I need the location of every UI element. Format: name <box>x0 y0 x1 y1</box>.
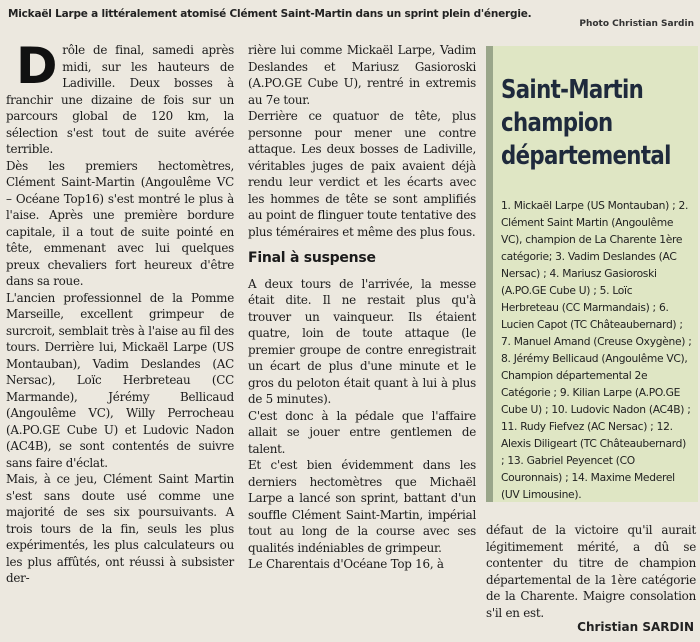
photo-caption: Mickaël Larpe a littéralement atomisé Clément Saint-Martin dans un sprint plein d'énergie. <box>8 8 532 20</box>
section-subheading: Final à suspense <box>248 250 376 266</box>
paragraph: défaut de la victoire qu'il aurait légitimement mérité, a dû se contenter du titre de champion départemental de la 1ère catégorie de la Charente. Maigre consolation s'il en est. <box>486 523 696 620</box>
results-list: 1. Mickaël Larpe (US Montauban) ; 2. Clément Saint Martin (Angoulême VC), champion de La Charente 1ère catégorie; 3. Vadim Deslandes (AC Nersac) ; 4. Mariusz Gasioroski (A.PO.GE Cube U) ; 5. Loïc Herbreteau (CC Marmandais) ; 6. Lucien Capot (TC Châteaubernard) ; 7. Manuel Amand (Creuse Oxygène) ; 8. Jérémy Bellicaud (Angoulême VC), Champion départemental 2e Catégorie ; 9. Kilian Larpe (A.PO.GE Cube U) ; 10. Ludovic Nadon (AC4B) ; 11. Rudy Fiefvez (AC Nersac) ; 12. Alexis Diligeart (TC Châteaubernard) ; 13. Gabriel Peyencet (CO Couronnais) ; 14. Maxime Mederel (UV Limousine). <box>501 199 692 501</box>
paragraph: A deux tours de l'arrivée, la messe était dite. Il ne restait plus qu'à trouver un vainqueur. Ils étaient quatre, loin de toute attaque (le premier groupe de contre enregistrait un écart de plus d'une minute et le gros du peloton était quant à lui à plus de 5 minutes). <box>248 276 476 406</box>
article-column-2 <box>248 42 476 573</box>
results-sidebar <box>486 46 698 502</box>
photo-credit: Photo Christian Sardin <box>579 19 694 29</box>
article-column-3 <box>486 522 696 621</box>
paragraph: Et c'est bien évidemment dans les derniers hectomètres que Michaël Larpe a lancé son sprint, battant d'un souffle Clément Saint-Martin, impérial tout au long de la course avec ses qualités indéniables de grimpeur. <box>248 458 476 555</box>
paragraph: rière lui comme Mickaël Larpe, Vadim Deslandes et Mariusz Gasioroski (A.PO.GE Cube U), rentré in extremis au 7e tour. <box>248 43 476 107</box>
paragraph: C'est donc à la pédale que l'affaire allait se jouer entre gentlemen de talent. <box>248 408 476 456</box>
paragraph: rôle de final, samedi après midi, sur les hauteurs de Ladiville. Deux bosses à franchir une dizaine de fois sur un parcours global de 120 km, la sélection s'est tout de suite avérée terrible. <box>6 43 234 156</box>
author-signature: Christian SARDIN <box>577 620 694 634</box>
paragraph: Mais, à ce jeu, Clément Saint Martin s'est sans doute usé comme une majorité de ses six poursuivants. A trois tours de la fin, seuls les plus expérimentés, les plus calculateurs ou les plus affûtés, ont réussi à subsister der- <box>6 472 234 585</box>
paragraph: L'ancien professionnel de la Pomme Marseille, excellent grimpeur de surcroit, semblait très à l'aise au fil des tours. Derrière lui, Mickaël Larpe (US Montauban), Vadim Deslandes (AC Nersac), Loïc Herbreteau (CC Marmande), Jérémy Bellicaud (Angoulême VC), Willy Perrocheau (A.PO.GE Cube U) et Ludovic Nadon (AC4B), se sont contentés de suivre sans faire d'éclat. <box>6 290 234 470</box>
article-column-1 <box>6 37 234 587</box>
paragraph: Dès les premiers hectomètres, Clément Saint-Martin (Angoulême VC – Océane Top16) s'est montré le plus à l'aise. Après une première bordure capitale, il a tout de suite pointé en tête, emmenant avec lui quelques preux chevaliers fort heureux d'être dans sa roue. <box>6 158 234 288</box>
paragraph: Le Charentais d'Océane Top 16, à <box>248 557 444 571</box>
drop-cap: D <box>16 37 58 95</box>
results-title: Saint-Martin champion départemental <box>501 75 671 171</box>
paragraph: Derrière ce quatuor de tête, plus personne pour mener une contre attaque. Les deux bosses de Ladiville, véritables juges de paix avaient déjà rendu leur verdict et les écarts avec les hommes de tête se sont amplifiés au point de flinguer toute tentative des plus téméraires et même des plus fous. <box>248 109 476 239</box>
